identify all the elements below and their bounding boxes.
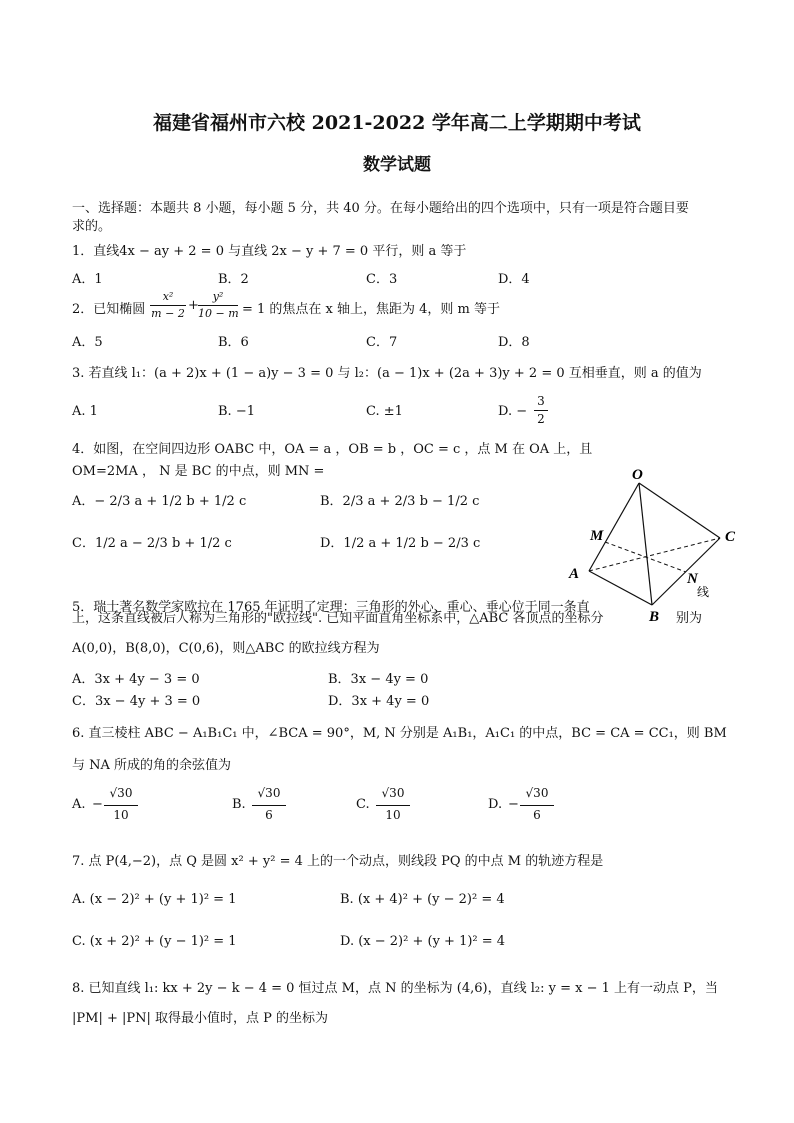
q2-option-d[interactable]: D．8	[498, 335, 530, 350]
q5-option-d[interactable]: D．3x + 4y = 0	[328, 694, 430, 709]
q6-option-c-den: 10	[385, 808, 401, 822]
q4-stem-line1: 4．如图，在空间四边形 OABC 中，OA = a ，OB = b ，OC = c ，点 M 在 OA 上，且	[72, 442, 593, 457]
q4-option-d[interactable]: D．1/2 a + 1/2 b − 2/3 c	[320, 536, 481, 551]
q7-option-b[interactable]: B. (x + 4)² + (y − 2)² = 4	[340, 892, 505, 907]
q6-option-a-bar	[104, 805, 138, 806]
edge-ob	[639, 483, 652, 605]
edge-ab	[589, 571, 652, 605]
q7-option-a[interactable]: A. (x − 2)² + (y + 1)² = 1	[72, 892, 237, 907]
edge-oc	[639, 483, 720, 538]
q3-option-a[interactable]: A. 1	[72, 404, 98, 419]
label-line-char: 线	[697, 585, 710, 599]
q3-optd-den: 2	[537, 412, 545, 426]
q2-option-a[interactable]: A．5	[72, 335, 103, 350]
page-title: 福建省福州市六校 2021-2022 学年高二上学期期中考试	[153, 112, 641, 134]
q4-option-a[interactable]: A．− 2/3 a + 1/2 b + 1/2 c	[72, 494, 247, 509]
label-a: A	[569, 566, 580, 582]
q6-option-a-num: √30	[109, 786, 133, 800]
q5-option-c[interactable]: C．3x − 4y + 3 = 0	[72, 694, 201, 709]
q5-stem-line2: A(0,0)，B(8,0)，C(0,6)，则△ABC 的欧拉线方程为	[72, 641, 380, 656]
q1-option-a[interactable]: A．1	[72, 272, 103, 287]
q5-option-b[interactable]: B．3x − 4y = 0	[328, 672, 429, 687]
page-subtitle: 数学试题	[363, 155, 431, 175]
q3-option-d[interactable]: D. −	[498, 404, 528, 419]
q6-option-c-label[interactable]: C.	[356, 797, 370, 812]
q8-stem-line1: 8. 已知直线 l₁: kx + 2y − k − 4 = 0 恒过点 M，点 N 的坐标为 (4,6)，直线 l₂: y = x − 1 上有一动点 P，当	[72, 981, 718, 996]
q2-plus: +	[188, 298, 199, 313]
q6-option-d-bar	[520, 805, 554, 806]
q6-option-c-bar	[376, 805, 410, 806]
q6-option-a-den: 10	[113, 808, 129, 822]
q3-optd-num: 3	[537, 394, 545, 408]
q2-frac2-bar	[198, 305, 238, 306]
q8-stem-line2: |PM| + |PN| 取得最小值时，点 P 的坐标为	[72, 1011, 329, 1026]
q6-option-b-num: √30	[257, 786, 281, 800]
q6-option-b-den: 6	[265, 808, 273, 822]
q2-frac2-num: y²	[212, 290, 224, 303]
q2-option-c[interactable]: C．7	[366, 335, 398, 350]
label-o: O	[632, 467, 643, 483]
q3-optd-bar	[534, 410, 548, 411]
q1-option-d[interactable]: D．4	[498, 272, 530, 287]
q1-stem: 1．直线4x − ay + 2 = 0 与直线 2x − y + 7 = 0 平行，则 a 等于	[72, 244, 467, 259]
q2-stem-prefix: 2．已知椭圆	[72, 302, 146, 317]
section-intro-line1: 一、选择题：本题共 8 小题，每小题 5 分，共 40 分。在每小题给出的四个选项中，只有一项是符合题目要	[72, 201, 689, 216]
q4-stem-line2: OM=2MA ， N 是 BC 的中点，则 MN =	[72, 464, 325, 479]
q6-option-d-den: 6	[533, 808, 541, 822]
q4-option-b[interactable]: B．2/3 a + 2/3 b − 1/2 c	[320, 494, 480, 509]
q2-option-b[interactable]: B．6	[218, 335, 249, 350]
q6-stem-line1: 6. 直三棱柱 ABC − A₁B₁C₁ 中，∠BCA = 90°，M, N 分别是 A₁B₁，A₁C₁ 的中点，BC = CA = CC₁，则 BM	[72, 726, 727, 741]
label-m: M	[590, 528, 604, 544]
label-b: B	[649, 609, 660, 625]
q7-stem: 7. 点 P(4,−2)，点 Q 是圆 x² + y² = 4 上的一个动点，则线段 PQ 的中点 M 的轨迹方程是	[72, 854, 604, 869]
q7-option-c[interactable]: C. (x + 2)² + (y − 1)² = 1	[72, 934, 237, 949]
section-intro-line2: 求的。	[72, 219, 112, 234]
q1-option-b[interactable]: B．2	[218, 272, 249, 287]
q4-option-c[interactable]: C．1/2 a − 2/3 b + 1/2 c	[72, 536, 232, 551]
q6-option-a-label[interactable]: A.	[72, 797, 86, 812]
q6-option-d-sign: −	[508, 797, 519, 812]
q5-stem-line1: 上，这条直线被后人称为三角形的"欧拉线". 已知平面直角坐标系中，△ABC 各顶点的坐标分	[72, 611, 604, 626]
q3-option-c[interactable]: C. ±1	[366, 404, 403, 419]
q2-stem-suffix: = 1 的焦点在 x 轴上，焦距为 4，则 m 等于	[242, 302, 501, 317]
q6-option-d-num: √30	[525, 786, 549, 800]
q3-stem: 3. 若直线 l₁：(a + 2)x + (1 − a)y − 3 = 0 与 l₂：(a − 1)x + (2a + 3)y + 2 = 0 互相垂直，则 a 的值为	[72, 366, 702, 381]
q3-option-b[interactable]: B. −1	[218, 404, 255, 419]
label-n: N	[687, 571, 698, 587]
q2-frac1-bar	[150, 305, 186, 306]
q6-option-c-num: √30	[381, 786, 405, 800]
edge-oa	[589, 483, 639, 571]
q2-frac2-den: 10 − m	[198, 307, 239, 320]
q5-overlay-line: 5．瑞士著名数学家欧拉在 1765 年证明了定理：三角形的外心、重心、垂心位于同一条直	[72, 600, 590, 615]
q2-frac1-den: m − 2	[151, 307, 185, 320]
q5-stem-line1-tail: 别为	[676, 611, 703, 626]
q6-option-d-label[interactable]: D.	[488, 797, 503, 812]
q6-option-b-label[interactable]: B.	[232, 797, 246, 812]
q5-option-a[interactable]: A．3x + 4y − 3 = 0	[72, 672, 200, 687]
q2-frac1-num: x²	[162, 290, 174, 303]
q7-option-d[interactable]: D. (x − 2)² + (y + 1)² = 4	[340, 934, 506, 949]
label-c: C	[725, 529, 736, 545]
q6-option-b-bar	[252, 805, 286, 806]
q6-option-a-sign: −	[92, 797, 103, 812]
q1-option-c[interactable]: C．3	[366, 272, 398, 287]
q6-stem-line2: 与 NA 所成的角的余弦值为	[72, 758, 232, 773]
